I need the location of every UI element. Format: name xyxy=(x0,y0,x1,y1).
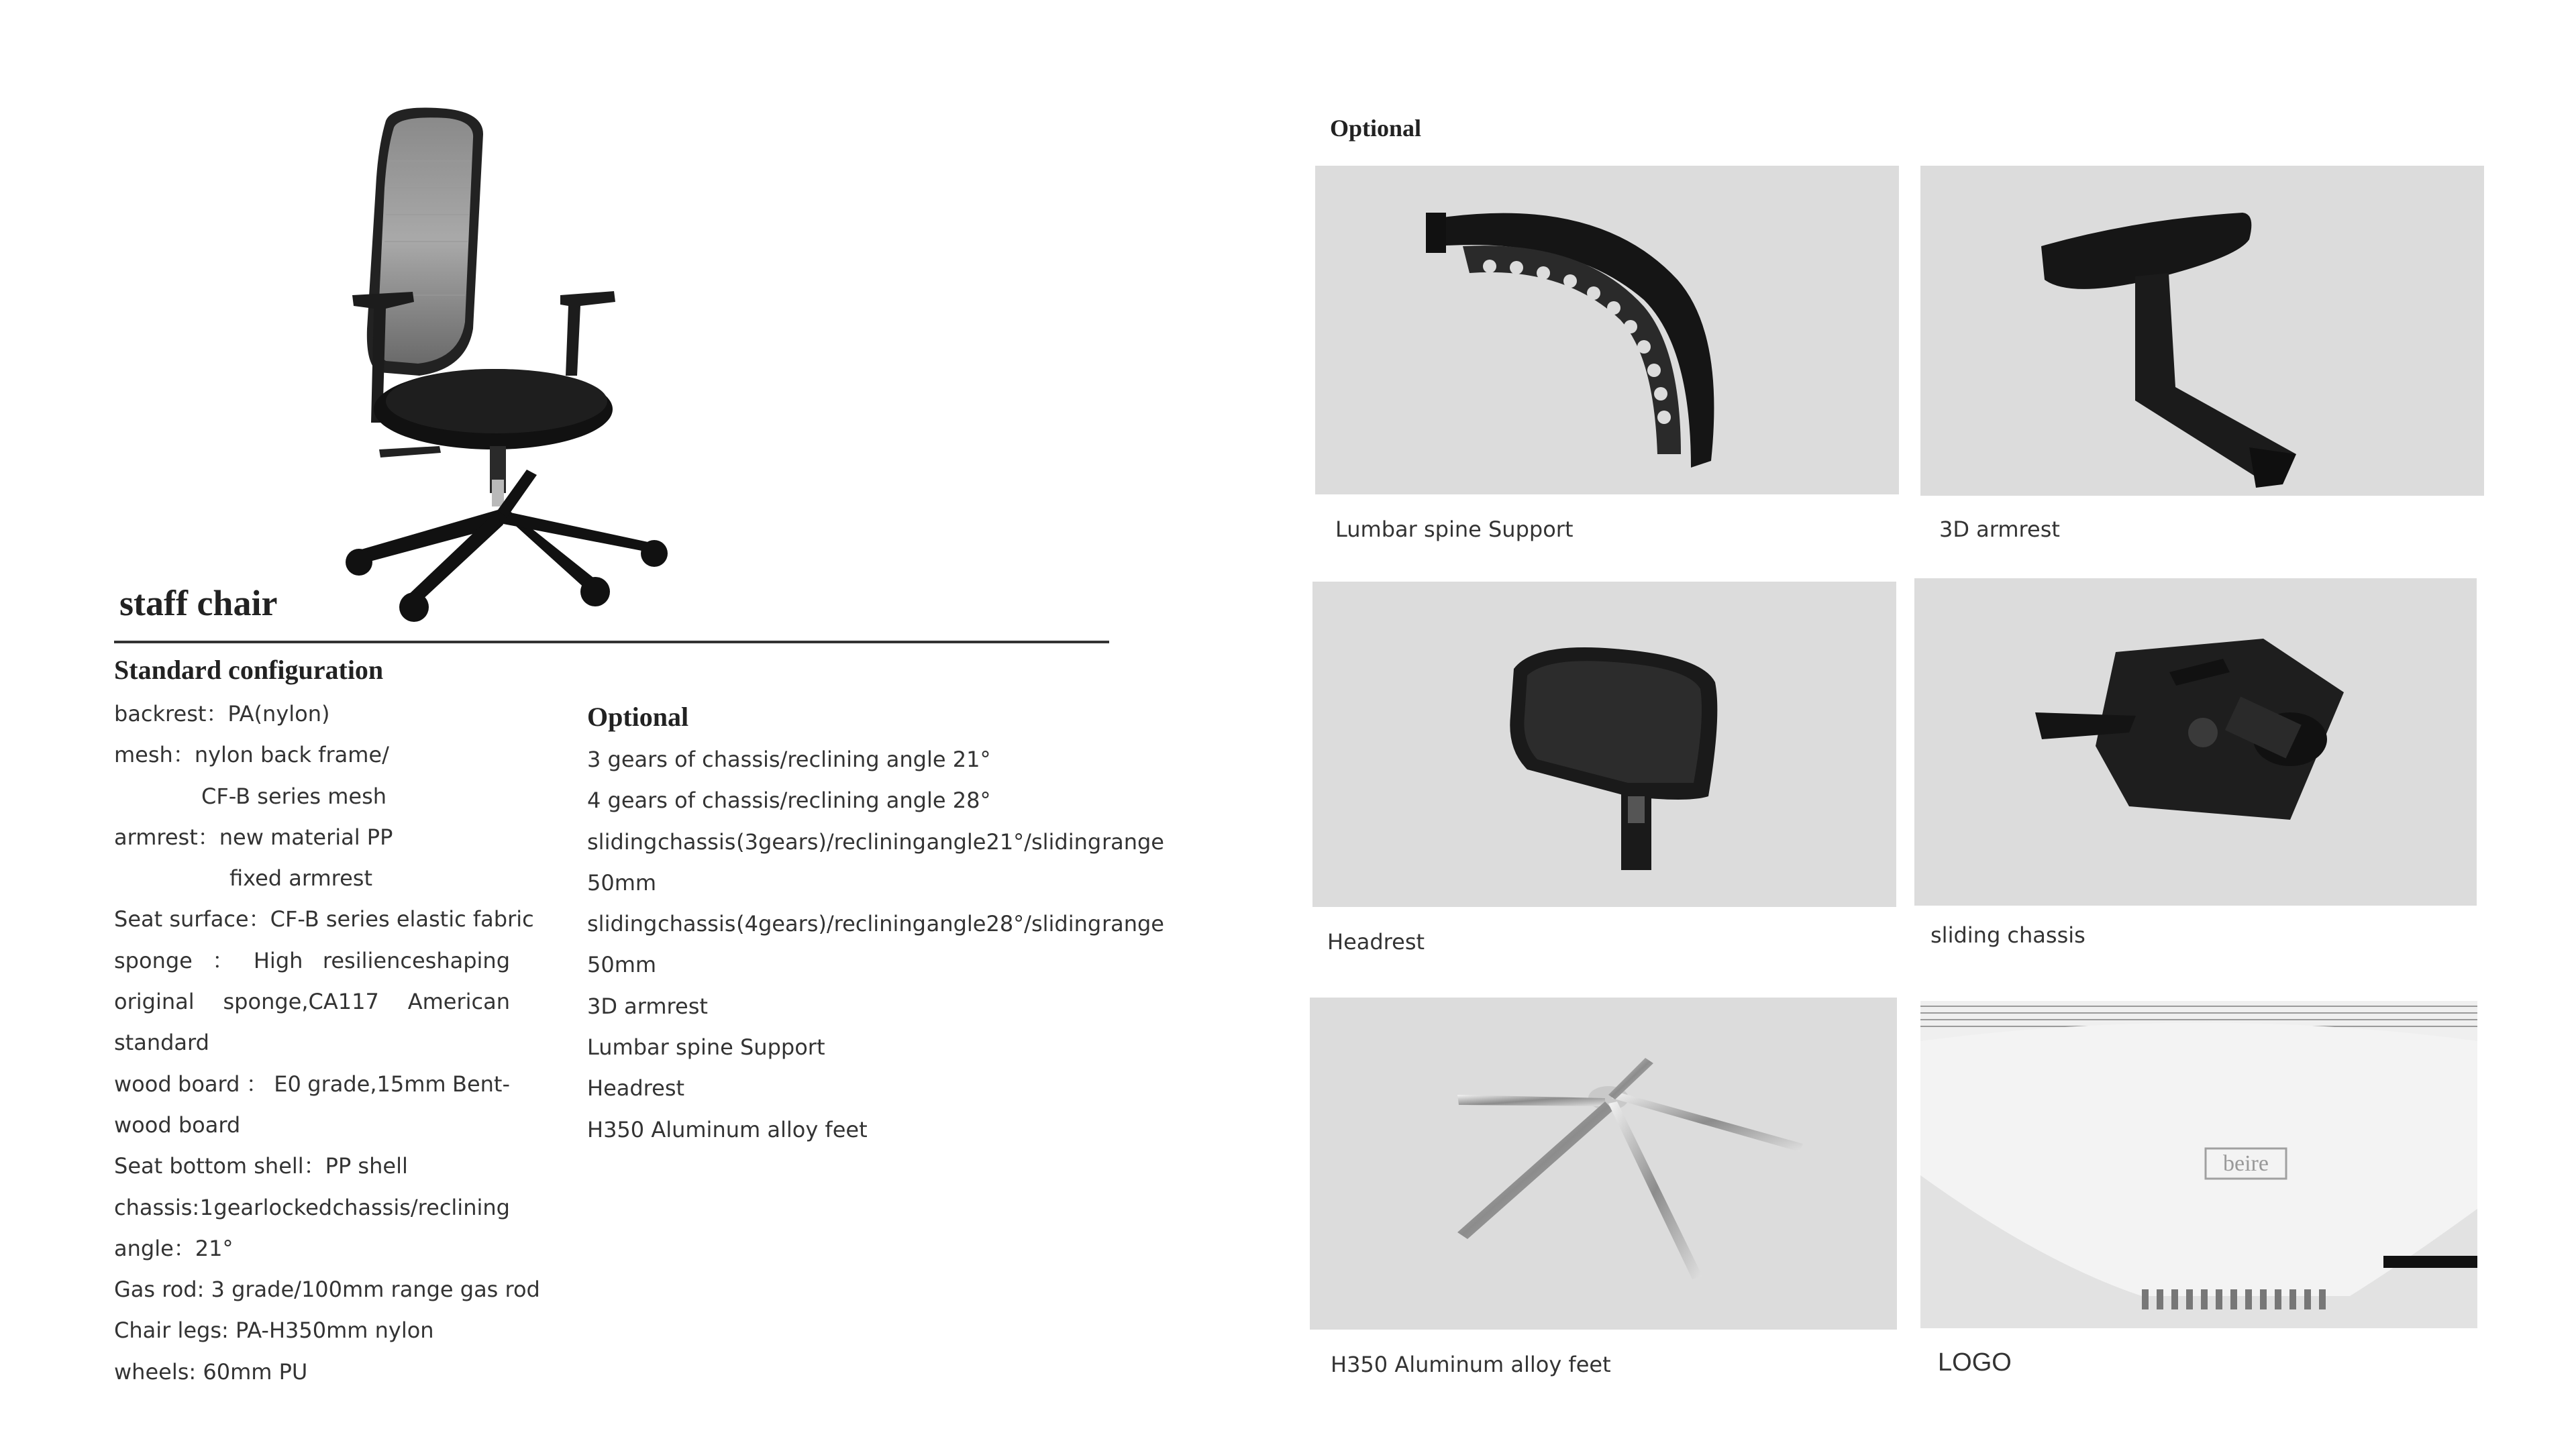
aluminum-base-icon xyxy=(1310,998,1897,1330)
spec-line: sponge ： High resilienceshaping xyxy=(114,947,510,973)
lumbar-support-photo xyxy=(1315,166,1899,494)
spec-line: original sponge,CA117 American xyxy=(114,989,510,1015)
headrest-icon xyxy=(1312,582,1896,907)
headrest-photo xyxy=(1312,582,1896,907)
svg-text:beire: beire xyxy=(2223,1151,2269,1176)
spec-line: Seat surface：CF-B series elastic fabric xyxy=(114,906,534,932)
optional-list xyxy=(587,739,1164,1150)
caption-lumbar-support: Lumbar spine Support xyxy=(1335,517,1574,542)
caption-aluminum-feet: H350 Aluminum alloy feet xyxy=(1331,1352,1611,1377)
spec-line: mesh：nylon back frame/ xyxy=(114,742,389,768)
product-title: staff chair xyxy=(119,583,278,623)
caption-armrest: 3D armrest xyxy=(1939,517,2060,542)
caption-headrest: Headrest xyxy=(1327,929,1425,955)
aluminum-feet-photo xyxy=(1310,998,1897,1330)
product-photo-chair xyxy=(339,107,674,624)
logo-detail-photo xyxy=(1920,1001,2477,1328)
optional-heading: Optional xyxy=(587,702,689,732)
logo-detail-icon xyxy=(1920,1001,2477,1328)
option-line: Lumbar spine Support xyxy=(587,1034,825,1061)
armrest-icon xyxy=(1920,166,2484,496)
spec-line: fixed armrest xyxy=(229,865,373,892)
option-line: 50mm xyxy=(587,952,657,978)
spec-line: chassis: 1 gear locked chassis/reclining xyxy=(114,1194,510,1220)
spec-line: wood board ： E0 grade,15mm Bent- xyxy=(114,1071,510,1097)
option-line: H350 Aluminum alloy feet xyxy=(587,1116,868,1142)
spec-line: CF-B series mesh xyxy=(201,783,387,809)
option-line: 3 gears of chassis/reclining angle 21° xyxy=(587,747,991,772)
spec-line: wood board xyxy=(114,1112,241,1138)
office-chair-icon xyxy=(339,107,674,624)
armrest-photo xyxy=(1920,166,2484,496)
standard-config-heading: Standard configuration xyxy=(114,655,384,685)
option-line: 3D armrest xyxy=(587,993,708,1019)
spec-line: backrest：PA(nylon) xyxy=(114,701,330,727)
spec-line: Seat bottom shell：PP shell xyxy=(114,1153,408,1179)
chassis-mechanism-icon xyxy=(1914,578,2477,906)
caption-logo: LOGO xyxy=(1938,1348,2012,1377)
option-line: 4 gears of chassis/reclining angle 28° xyxy=(587,788,991,814)
chassis-photo xyxy=(1914,578,2477,906)
lumbar-support-icon xyxy=(1315,166,1899,494)
title-divider xyxy=(114,641,1109,643)
spec-line: angle：21° xyxy=(114,1235,234,1261)
spec-line: Gas rod: 3 grade/100mm range gas rod xyxy=(114,1277,540,1303)
spec-line: Chair legs: PA-H350mm nylon xyxy=(114,1318,434,1344)
option-line: 50mm xyxy=(587,869,657,896)
spec-line: wheels: 60mm PU xyxy=(114,1358,308,1385)
option-line: Headrest xyxy=(587,1075,685,1102)
spec-line: standard xyxy=(114,1030,209,1056)
gallery-heading: Optional xyxy=(1330,115,1422,142)
option-line: sliding chassis (4gears)/reclining angle28°/sliding range xyxy=(587,911,1164,937)
caption-sliding-chassis: sliding chassis xyxy=(1930,922,2085,948)
spec-line: armrest：new material PP xyxy=(114,824,393,850)
standard-config-list xyxy=(114,694,540,1393)
option-line: sliding chassis (3gears)/reclining angle21°/sliding range xyxy=(587,828,1164,855)
